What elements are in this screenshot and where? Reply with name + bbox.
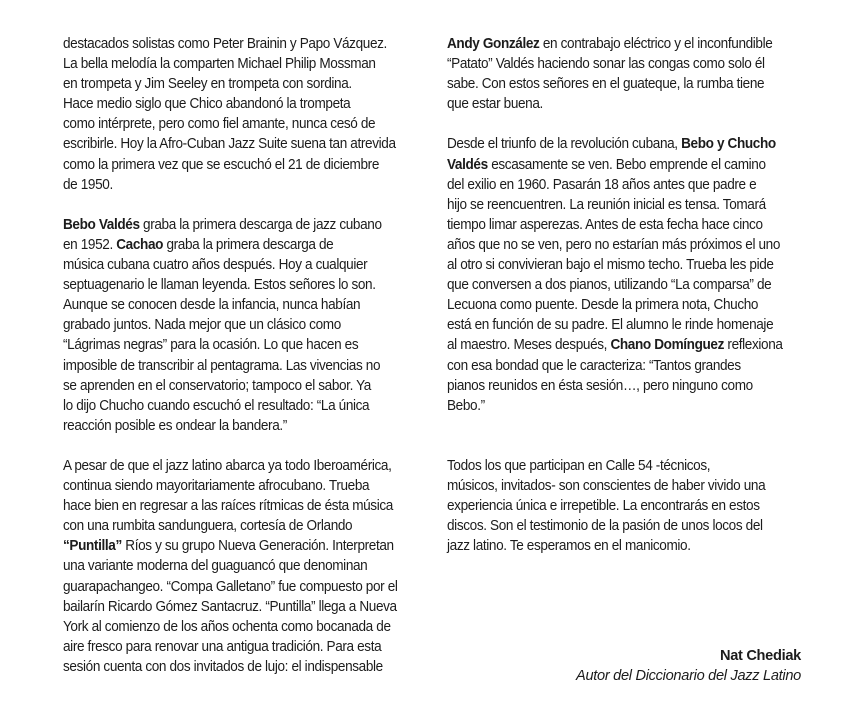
text-run: música cubana cuatro años después. Hoy a cualquier bbox=[63, 257, 368, 274]
text-line bbox=[63, 235, 418, 255]
text-run: del exilio en 1960. Pasarán 18 años antes que padre e bbox=[447, 176, 757, 193]
right-column bbox=[447, 34, 804, 556]
paragraph bbox=[447, 34, 806, 114]
text-line bbox=[63, 657, 418, 677]
text-run: grabado juntos. Nada mejor que un clásico como bbox=[63, 317, 341, 334]
text-line bbox=[447, 496, 806, 516]
text-line bbox=[63, 134, 418, 154]
signature-name: Nat Chediak bbox=[719, 648, 801, 664]
text-line bbox=[63, 356, 418, 376]
text-run: Hace medio siglo que Chico abandonó la trompeta bbox=[63, 96, 351, 113]
text-line bbox=[63, 215, 418, 235]
text-line bbox=[447, 315, 806, 335]
left-column bbox=[63, 34, 416, 677]
text-line bbox=[447, 94, 806, 114]
paragraph bbox=[63, 215, 418, 436]
text-run: músicos, invitados- son conscientes de haber vivido una bbox=[447, 478, 766, 495]
text-line bbox=[447, 456, 806, 476]
text-line bbox=[447, 54, 806, 74]
bold-name: “Puntilla” bbox=[63, 538, 122, 555]
text-line bbox=[447, 155, 806, 175]
text-line bbox=[63, 637, 418, 657]
text-line bbox=[447, 516, 806, 536]
text-run: imposible de transcribir al pentagrama. Las vivencias no bbox=[63, 357, 381, 374]
text-line bbox=[63, 376, 418, 396]
text-line bbox=[447, 215, 806, 235]
text-run: Aunque se conocen desde la infancia, nunca habían bbox=[63, 297, 361, 314]
text-line bbox=[63, 114, 418, 134]
bold-name: Chano Domínguez bbox=[610, 337, 725, 354]
text-run: A pesar de que el jazz latino abarca ya todo Iberoamérica, bbox=[63, 457, 392, 474]
text-line bbox=[447, 134, 806, 154]
text-line bbox=[447, 74, 806, 94]
text-run: que estar buena. bbox=[447, 96, 543, 113]
text-run: de 1950. bbox=[63, 176, 113, 193]
text-line bbox=[447, 34, 806, 54]
bold-name: Andy González bbox=[447, 36, 540, 52]
text-line bbox=[63, 617, 418, 637]
text-line bbox=[447, 235, 806, 255]
text-run: sesión cuenta con dos invitados de lujo: el indispensable bbox=[63, 658, 383, 675]
text-line bbox=[447, 255, 806, 275]
text-line bbox=[447, 195, 806, 215]
text-run: Todos los que participan en Calle 54 -técnicos, bbox=[447, 457, 711, 474]
text-run: aire fresco para renovar una antigua tradición. Para esta bbox=[63, 638, 382, 655]
bold-name: Cachao bbox=[116, 236, 164, 253]
text-line bbox=[63, 536, 418, 556]
text-run: “Lágrimas negras” para la ocasión. Lo que hacen es bbox=[63, 337, 359, 354]
text-run: tiempo limar asperezas. Antes de esta fecha hace cinco bbox=[447, 216, 763, 233]
text-line bbox=[447, 295, 806, 315]
text-run: reacción posible es ondear la bandera.” bbox=[63, 417, 287, 434]
text-line bbox=[447, 335, 806, 355]
text-run: York al comienzo de los años ochenta como bocanada de bbox=[63, 618, 391, 635]
text-run: en 1952. bbox=[63, 236, 117, 253]
text-run: escasamente se ven. Bebo emprende el camino bbox=[487, 156, 766, 173]
text-run: escribirle. Hoy la Afro-Cuban Jazz Suite suena tan atrevida bbox=[63, 136, 396, 153]
text-line bbox=[63, 175, 418, 195]
text-run: jazz latino. Te esperamos en el manicomio. bbox=[447, 538, 691, 555]
text-run: con esa bondad que le caracteriza: “Tantos grandes bbox=[447, 357, 741, 374]
text-run: Ríos y su grupo Nueva Generación. Interpretan bbox=[121, 538, 394, 555]
text-run: años que no se ven, pero no estarían más próximos el uno bbox=[447, 236, 781, 253]
text-line bbox=[63, 556, 418, 576]
text-run: está en función de su padre. El alumno le rinde homenaje bbox=[447, 317, 774, 334]
text-run: experiencia única e irrepetible. La encontrarás en estos bbox=[447, 498, 760, 515]
text-line bbox=[63, 335, 418, 355]
text-line bbox=[63, 496, 418, 516]
text-run: Lecuona como puente. Desde la primera nota, Chucho bbox=[447, 297, 759, 314]
paragraph bbox=[63, 34, 418, 195]
text-run: graba la primera descarga de jazz cubano bbox=[139, 216, 382, 233]
text-run: sabe. Con estos señores en el guateque, la rumba tiene bbox=[447, 76, 765, 93]
text-line bbox=[63, 577, 418, 597]
text-run: septuagenario le llaman leyenda. Estos señores lo son. bbox=[63, 277, 376, 294]
text-line bbox=[63, 315, 418, 335]
text-run: guarapachangeo. “Compa Galletano” fue compuesto por el bbox=[63, 578, 398, 595]
text-run: con una rumbita sandunguera, cortesía de Orlando bbox=[63, 518, 353, 535]
paragraph bbox=[63, 456, 418, 677]
text-run: Desde el triunfo de la revolución cubana, bbox=[447, 136, 682, 153]
text-line bbox=[63, 74, 418, 94]
text-run: destacados solistas como Peter Brainin y Papo Vázquez. bbox=[63, 36, 387, 52]
text-run: bailarín Ricardo Gómez Santacruz. “Puntilla” llega a Nueva bbox=[63, 598, 397, 615]
paragraph bbox=[447, 456, 806, 556]
text-run: La bella melodía la comparten Michael Philip Mossman bbox=[63, 56, 376, 73]
text-run: “Patato” Valdés haciendo sonar las congas como solo él bbox=[447, 56, 765, 73]
signature bbox=[576, 646, 801, 686]
text-line bbox=[63, 416, 418, 436]
text-run: hijo se reencuentren. La reunión inicial es tensa. Tomará bbox=[447, 196, 766, 213]
text-line bbox=[63, 456, 418, 476]
text-run: continua siendo mayoritariamente afrocubano. Trueba bbox=[63, 478, 370, 495]
text-line bbox=[63, 155, 418, 175]
text-run: graba la primera descarga de bbox=[163, 236, 334, 253]
bold-name: Valdés bbox=[447, 156, 488, 173]
text-line bbox=[63, 34, 418, 54]
text-line bbox=[447, 376, 806, 396]
text-run: al maestro. Meses después, bbox=[447, 337, 611, 354]
text-line bbox=[63, 255, 418, 275]
text-line bbox=[447, 536, 806, 556]
paragraph bbox=[447, 134, 806, 415]
text-line bbox=[63, 54, 418, 74]
text-line bbox=[447, 396, 806, 416]
text-run: pianos reunidos en ésta sesión…, pero ninguno como bbox=[447, 377, 753, 394]
text-line bbox=[447, 476, 806, 496]
text-run: como la primera vez que se escuchó el 21 de diciembre bbox=[63, 156, 379, 173]
text-line bbox=[447, 356, 806, 376]
text-line bbox=[63, 94, 418, 114]
text-run: que conversen a dos pianos, utilizando “La comparsa” de bbox=[447, 277, 772, 294]
text-line bbox=[63, 476, 418, 496]
text-line bbox=[447, 175, 806, 195]
text-line bbox=[447, 275, 806, 295]
text-line bbox=[63, 516, 418, 536]
text-run: al otro si convivieran bajo el mismo techo. Trueba les pide bbox=[447, 257, 774, 274]
text-run: hace bien en regresar a las raíces rítmicas de ésta música bbox=[63, 498, 393, 515]
text-line bbox=[63, 597, 418, 617]
signature-role: Autor del Diccionario del Jazz Latino bbox=[576, 668, 801, 684]
text-run: una variante moderna del guaguancó que denominan bbox=[63, 558, 368, 575]
bold-name: Bebo Valdés bbox=[63, 216, 140, 233]
text-line bbox=[63, 396, 418, 416]
text-line bbox=[63, 295, 418, 315]
text-run: lo dijo Chucho cuando escuchó el resultado: “La única bbox=[63, 397, 370, 414]
bold-name: Bebo y Chucho bbox=[681, 136, 776, 153]
text-run: Bebo.” bbox=[447, 397, 485, 414]
text-line bbox=[63, 275, 418, 295]
text-run: reflexiona bbox=[724, 337, 783, 354]
text-run: como intérprete, pero como fiel amante, nunca cesó de bbox=[63, 116, 376, 133]
text-run: se aprenden en el conservatorio; tampoco el sabor. Ya bbox=[63, 377, 371, 394]
text-run: en contrabajo eléctrico y el inconfundible bbox=[539, 36, 773, 52]
text-run: discos. Son el testimonio de la pasión de unos locos del bbox=[447, 518, 763, 535]
text-run: en trompeta y Jim Seeley en trompeta con sordina. bbox=[63, 76, 352, 93]
